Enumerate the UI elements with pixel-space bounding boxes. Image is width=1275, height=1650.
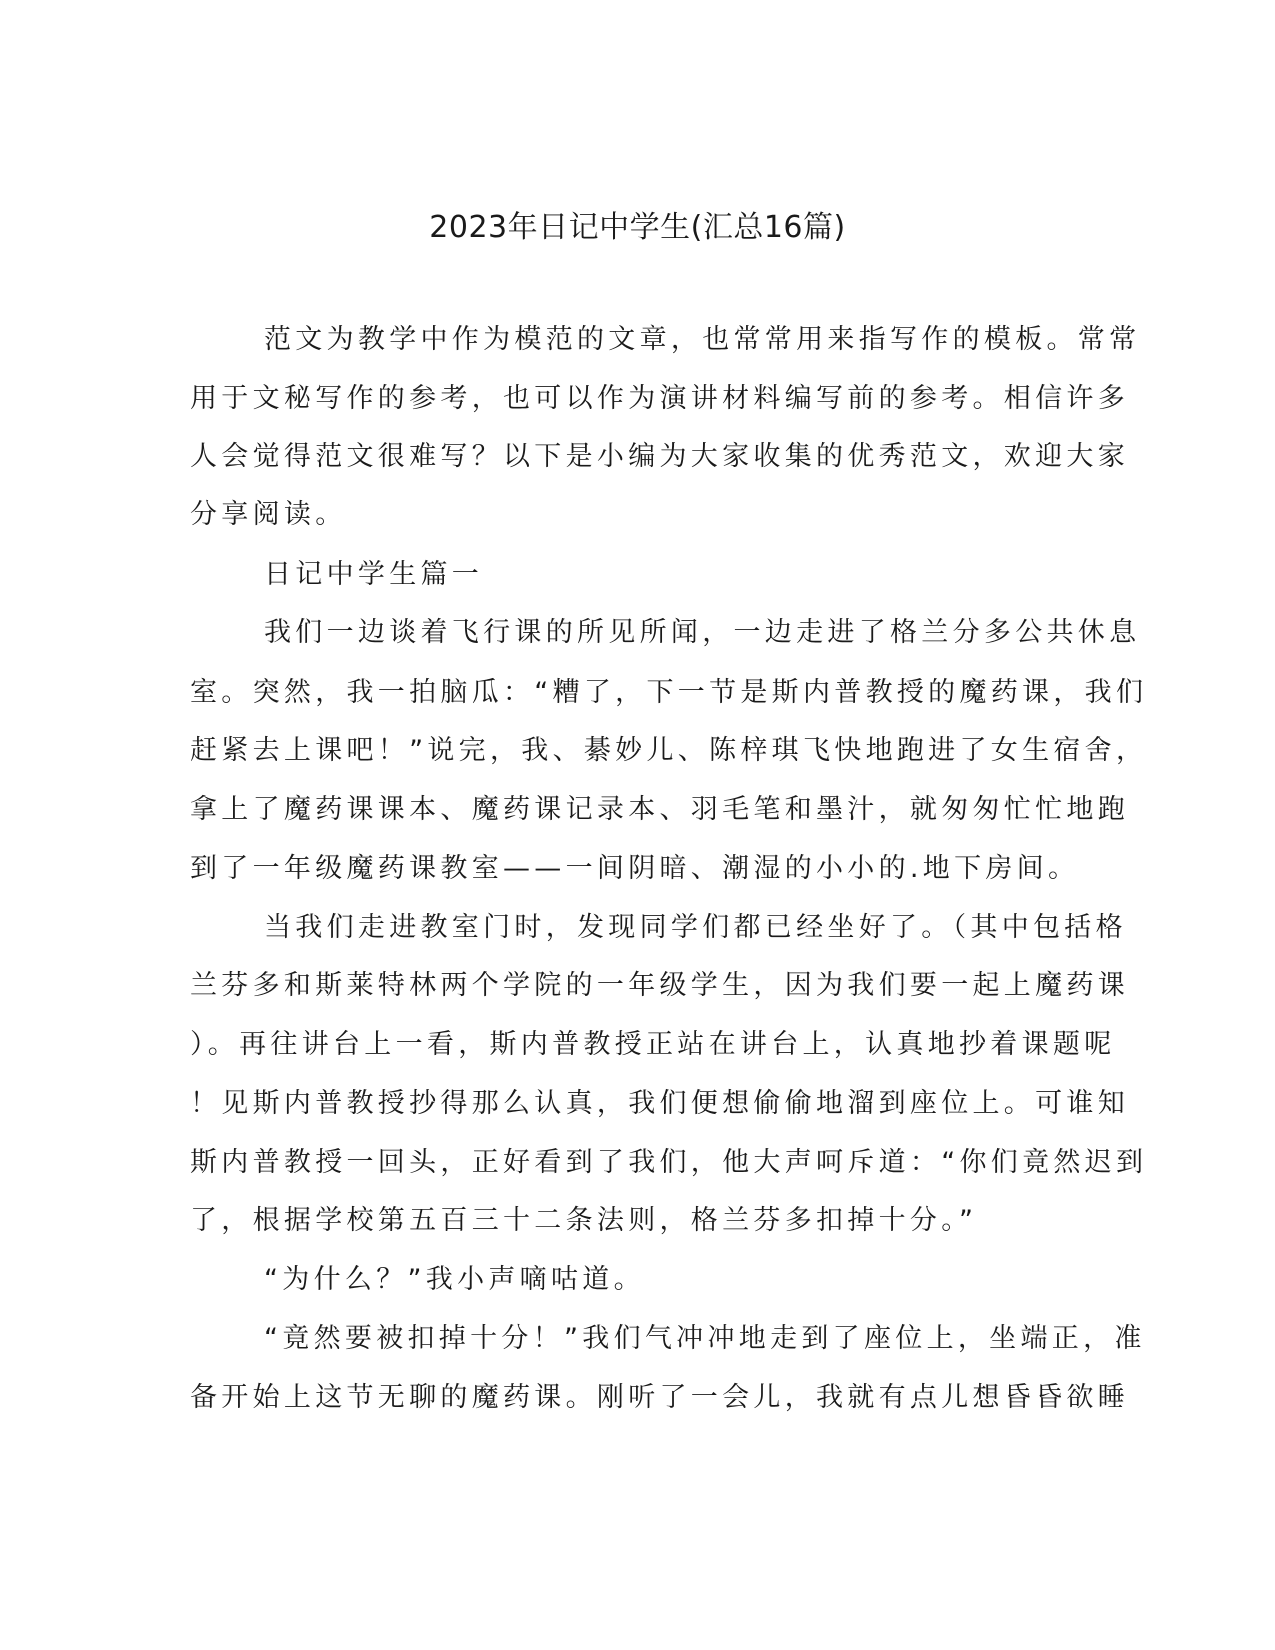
paragraph-line: 兰芬多和斯莱特林两个学院的一年级学生，因为我们要一起上魔药课 bbox=[190, 970, 1129, 1001]
paragraph-line: 拿上了魔药课课本、魔药课记录本、羽毛笔和墨汁，就匆匆忙忙地跑 bbox=[190, 794, 1129, 825]
paragraph-line: 人会觉得范文很难写？以下是小编为大家收集的优秀范文，欢迎大家 bbox=[190, 441, 1129, 472]
paragraph-line: 室。突然，我一拍脑瓜：“糟了，下一节是斯内普教授的魔药课，我们 bbox=[190, 677, 1148, 708]
document-title: 2023年日记中学生(汇总16篇) bbox=[429, 210, 846, 245]
paragraph-line: 备开始上这节无聊的魔药课。刚听了一会儿，我就有点儿想昏昏欲睡 bbox=[190, 1382, 1129, 1413]
paragraph-line: 斯内普教授一回头，正好看到了我们，他大声呵斥道：“你们竟然迟到 bbox=[190, 1147, 1148, 1178]
paragraph-line: “竟然要被扣掉十分！”我们气冲冲地走到了座位上，坐端正，准 bbox=[264, 1323, 1146, 1354]
paragraph-line: 我们一边谈着飞行课的所见所闻，一边走进了格兰分多公共休息 bbox=[264, 617, 1141, 648]
paragraph-line: ！见斯内普教授抄得那么认真，我们便想偷偷地溜到座位上。可谁知 bbox=[190, 1088, 1129, 1119]
paragraph-line: 分享阅读。 bbox=[190, 499, 347, 530]
paragraph-line: 了，根据学校第五百三十二条法则，格兰芬多扣掉十分。” bbox=[190, 1205, 978, 1236]
paragraph-line: “为什么？”我小声嘀咕道。 bbox=[264, 1264, 645, 1295]
paragraph-line: 范文为教学中作为模范的文章，也常常用来指写作的模板。常常 bbox=[264, 324, 1141, 355]
paragraph-line: 用于文秘写作的参考，也可以作为演讲材料编写前的参考。相信许多 bbox=[190, 383, 1129, 414]
paragraph-line: ）。再往讲台上一看，斯内普教授正站在讲台上，认真地抄着课题呢 bbox=[190, 1029, 1116, 1060]
paragraph-line: 赶紧去上课吧！”说完，我、綦妙儿、陈梓琪飞快地跑进了女生宿舍， bbox=[190, 735, 1148, 766]
paragraph-line: 当我们走进教室门时，发现同学们都已经坐好了。（其中包括格 bbox=[264, 912, 1127, 943]
section-heading: 日记中学生篇一 bbox=[264, 559, 484, 590]
paragraph-line: 到了一年级魔药课教室——一间阴暗、潮湿的小小的.地下房间。 bbox=[190, 853, 1080, 884]
